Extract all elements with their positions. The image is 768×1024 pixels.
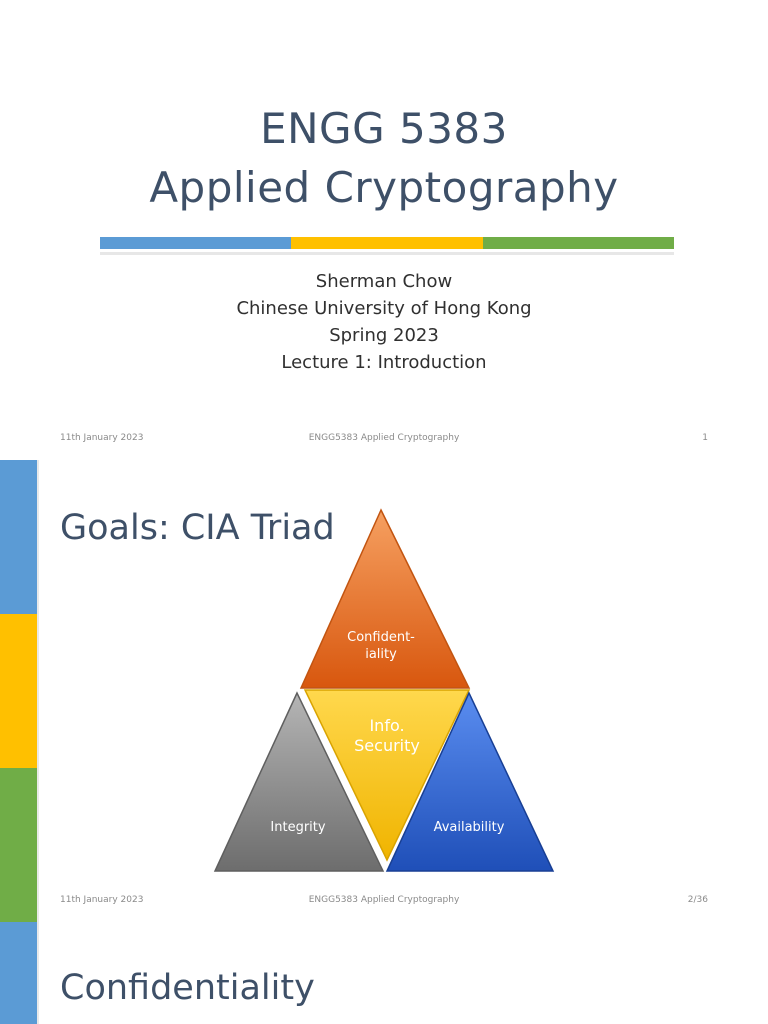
footer-course: ENGG5383 Applied Cryptography bbox=[308, 895, 460, 905]
label-confidentiality: Confident- iality bbox=[347, 630, 415, 662]
footer-page-number: 2/36 bbox=[687, 895, 708, 905]
title-slide bbox=[0, 0, 768, 460]
sidebar-edge bbox=[37, 460, 39, 1024]
sidebar-block-blue-2 bbox=[0, 922, 37, 1024]
sidebar-block-blue bbox=[0, 460, 37, 614]
label-info-security: Info. Security bbox=[354, 716, 420, 755]
term-label: Spring 2023 bbox=[329, 325, 439, 346]
slide1-footer bbox=[0, 433, 768, 447]
course-name-title: Applied Cryptography bbox=[149, 163, 619, 212]
course-code-title: ENGG 5383 bbox=[260, 104, 508, 153]
sidebar-block-yellow bbox=[0, 614, 37, 768]
author-name: Sherman Chow bbox=[315, 271, 453, 292]
accent-bar-shadow bbox=[100, 252, 674, 255]
accent-bar-blue bbox=[100, 237, 291, 249]
slide2-title: Goals: CIA Triad bbox=[60, 508, 335, 548]
label-integrity: Integrity bbox=[270, 820, 326, 835]
lecture-label: Lecture 1: Introduction bbox=[281, 352, 487, 373]
footer-date: 11th January 2023 bbox=[60, 433, 144, 443]
footer-date: 11th January 2023 bbox=[60, 895, 144, 905]
slide3-title: Confidentiality bbox=[60, 968, 315, 1008]
accent-bar-green bbox=[483, 237, 674, 249]
slide2-footer bbox=[0, 895, 768, 909]
cia-triad-diagram bbox=[205, 505, 560, 880]
accent-bar-yellow bbox=[291, 237, 483, 249]
label-availability: Availability bbox=[433, 820, 505, 835]
footer-course: ENGG5383 Applied Cryptography bbox=[308, 433, 460, 443]
footer-page-number: 1 bbox=[702, 433, 708, 443]
institution-name: Chinese University of Hong Kong bbox=[236, 298, 532, 319]
